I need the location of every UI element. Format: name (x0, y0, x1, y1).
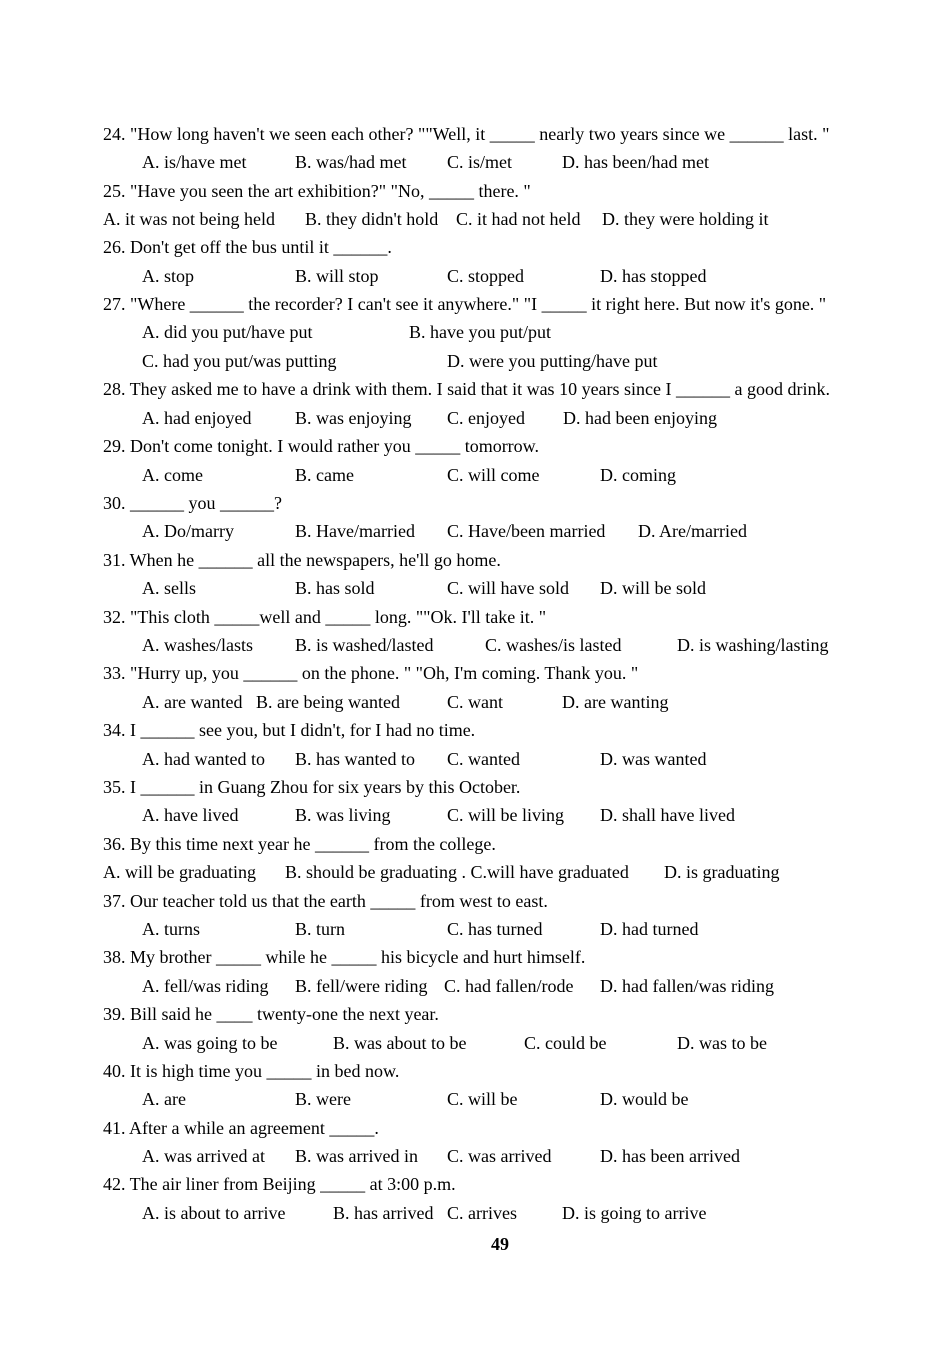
option-b: B. was arrived in (295, 1146, 418, 1166)
question-35-stem (0, 773, 950, 801)
question-41-stem (0, 1114, 950, 1142)
option-c: C. was arrived (447, 1146, 552, 1166)
option-b: B. was enjoying (295, 408, 412, 428)
question-42-stem (0, 1170, 950, 1198)
option-a: A. had enjoyed (142, 408, 252, 428)
option-c: C. arrives (447, 1203, 517, 1223)
question-text: 39. Bill said he ____ twenty-one the next year. (103, 1004, 439, 1024)
option-d: D. are wanting (562, 692, 669, 712)
option-b: B. have you put/put (409, 322, 551, 342)
option-a: A. sells (142, 578, 196, 598)
option-d: D. had fallen/was riding (600, 976, 774, 996)
question-35-options (0, 801, 950, 829)
option-a: A. is about to arrive (142, 1203, 286, 1223)
question-text: 34. I ______ see you, but I didn't, for I had no time. (103, 720, 476, 740)
question-text: 42. The air liner from Beijing _____ at 3:00 p.m. (103, 1174, 456, 1194)
option-c: C. enjoyed (447, 408, 525, 428)
question-34-options (0, 745, 950, 773)
option-c: C. want (447, 692, 503, 712)
option-a: A. was going to be (142, 1033, 278, 1053)
question-30-stem (0, 489, 950, 517)
option-c: C. had fallen/rode (444, 976, 574, 996)
option-b: B. will stop (295, 266, 379, 286)
option-b: B. Have/married (295, 521, 415, 541)
question-40-stem (0, 1057, 950, 1085)
option-a: A. turns (142, 919, 200, 939)
question-text: 28. They asked me to have a drink with them. I said that it was 10 years since I ______ a good drink. (103, 379, 831, 399)
question-39-options (0, 1029, 950, 1057)
option-b: B. was/had met (295, 152, 407, 172)
question-27-options-row2 (0, 347, 950, 375)
question-text: 41. After a while an agreement _____. (103, 1118, 379, 1138)
option-c: C. will have sold (447, 578, 569, 598)
option-a: A. have lived (142, 805, 239, 825)
question-text: 33. "Hurry up, you ______ on the phone. " "Oh, I'm coming. Thank you. " (103, 663, 639, 683)
question-29-stem (0, 432, 950, 460)
question-36-stem (0, 830, 950, 858)
option-d: D. is washing/lasting (677, 635, 829, 655)
option-d: D. coming (600, 465, 676, 485)
question-31-stem (0, 546, 950, 574)
question-42-options (0, 1199, 950, 1227)
option-c: C. will be living (447, 805, 564, 825)
question-37-stem (0, 887, 950, 915)
option-d: D. were you putting/have put (447, 351, 658, 371)
option-a: A. stop (142, 266, 195, 286)
option-b: B. was living (295, 805, 391, 825)
question-27-options-row1 (0, 318, 950, 346)
question-text: 37. Our teacher told us that the earth _____ from west to east. (103, 891, 548, 911)
question-text: 40. It is high time you _____ in bed now. (103, 1061, 400, 1081)
option-d: D. has been/had met (562, 152, 709, 172)
option-c: C. could be (524, 1033, 607, 1053)
option-c: C. is/met (447, 152, 513, 172)
question-33-stem (0, 659, 950, 687)
question-27-stem (0, 290, 950, 318)
option-c: C. wanted (447, 749, 520, 769)
question-30-options (0, 517, 950, 545)
option-b-and-c: B. should be graduating . C.will have graduated (285, 862, 629, 882)
question-text: 25. "Have you seen the art exhibition?" "No, _____ there. " (103, 181, 531, 201)
question-33-options (0, 688, 950, 716)
question-26-stem (0, 233, 950, 261)
question-39-stem (0, 1000, 950, 1028)
question-38-stem (0, 943, 950, 971)
question-32-stem (0, 603, 950, 631)
question-25-stem (0, 177, 950, 205)
option-a: A. it was not being held (103, 209, 275, 229)
option-a: A. had wanted to (142, 749, 265, 769)
question-text: 30. ______ you ______? (103, 493, 282, 513)
option-b: B. has wanted to (295, 749, 415, 769)
option-b: B. fell/were riding (295, 976, 428, 996)
question-text: 27. "Where ______ the recorder? I can't see it anywhere." "I _____ it right here. But now it's gone. " (103, 294, 827, 314)
question-24-stem (0, 120, 950, 148)
option-b: B. has arrived (333, 1203, 434, 1223)
question-24-options (0, 148, 950, 176)
option-d: D. had turned (600, 919, 699, 939)
question-31-options (0, 574, 950, 602)
option-c: C. Have/been married (447, 521, 606, 541)
option-a: A. washes/lasts (142, 635, 253, 655)
option-b: B. turn (295, 919, 346, 939)
option-c: C. will come (447, 465, 540, 485)
option-d: D. will be sold (600, 578, 706, 598)
option-d: D. has stopped (600, 266, 707, 286)
option-b: B. has sold (295, 578, 375, 598)
option-c: C. will be (447, 1089, 518, 1109)
question-text: 32. "This cloth _____well and _____ long. ""Ok. I'll take it. " (103, 607, 547, 627)
question-37-options (0, 915, 950, 943)
question-text: 36. By this time next year he ______ from the college. (103, 834, 496, 854)
option-c: C. had you put/was putting (142, 351, 337, 371)
option-b: B. came (295, 465, 354, 485)
option-d: D. Are/married (638, 521, 747, 541)
question-34-stem (0, 716, 950, 744)
question-25-options (0, 205, 950, 233)
option-d: D. would be (600, 1089, 689, 1109)
option-a: A. fell/was riding (142, 976, 269, 996)
option-b: B. was about to be (333, 1033, 467, 1053)
option-b: B. are being wanted (256, 692, 400, 712)
option-a: A. come (142, 465, 203, 485)
question-text: 26. Don't get off the bus until it ______. (103, 237, 392, 257)
question-32-options (0, 631, 950, 659)
option-d: D. has been arrived (600, 1146, 740, 1166)
option-a: A. did you put/have put (142, 322, 313, 342)
option-d: D. was wanted (600, 749, 707, 769)
option-d: D. shall have lived (600, 805, 735, 825)
question-text: 35. I ______ in Guang Zhou for six years by this October. (103, 777, 521, 797)
question-text: 31. When he ______ all the newspapers, he'll go home. (103, 550, 501, 570)
option-d: D. is going to arrive (562, 1203, 707, 1223)
option-b: B. were (295, 1089, 351, 1109)
page-number: 49 (491, 1234, 509, 1254)
option-d: D. is graduating (664, 862, 780, 882)
question-41-options (0, 1142, 950, 1170)
option-c: C. washes/is lasted (485, 635, 622, 655)
option-a: A. is/have met (142, 152, 247, 172)
question-36-options (0, 858, 950, 886)
option-d: D. they were holding it (602, 209, 769, 229)
option-c: C. stopped (447, 266, 525, 286)
option-d: D. had been enjoying (563, 408, 717, 428)
option-b: B. is washed/lasted (295, 635, 434, 655)
question-38-options (0, 972, 950, 1000)
question-text: 29. Don't come tonight. I would rather you _____ tomorrow. (103, 436, 540, 456)
option-a: A. are (142, 1089, 186, 1109)
question-text: 38. My brother _____ while he _____ his bicycle and hurt himself. (103, 947, 586, 967)
option-b: B. they didn't hold (305, 209, 439, 229)
question-28-options (0, 404, 950, 432)
option-a: A. are wanted (142, 692, 243, 712)
question-26-options (0, 262, 950, 290)
question-40-options (0, 1085, 950, 1113)
option-a: A. was arrived at (142, 1146, 265, 1166)
option-a: A. Do/marry (142, 521, 234, 541)
option-c: C. it had not held (456, 209, 581, 229)
question-text: 24. "How long haven't we seen each other? ""Well, it _____ nearly two years since we ______ last. " (103, 124, 830, 144)
option-a: A. will be graduating (103, 862, 256, 882)
option-d: D. was to be (677, 1033, 767, 1053)
question-29-options (0, 461, 950, 489)
option-c: C. has turned (447, 919, 543, 939)
question-28-stem (0, 375, 950, 403)
